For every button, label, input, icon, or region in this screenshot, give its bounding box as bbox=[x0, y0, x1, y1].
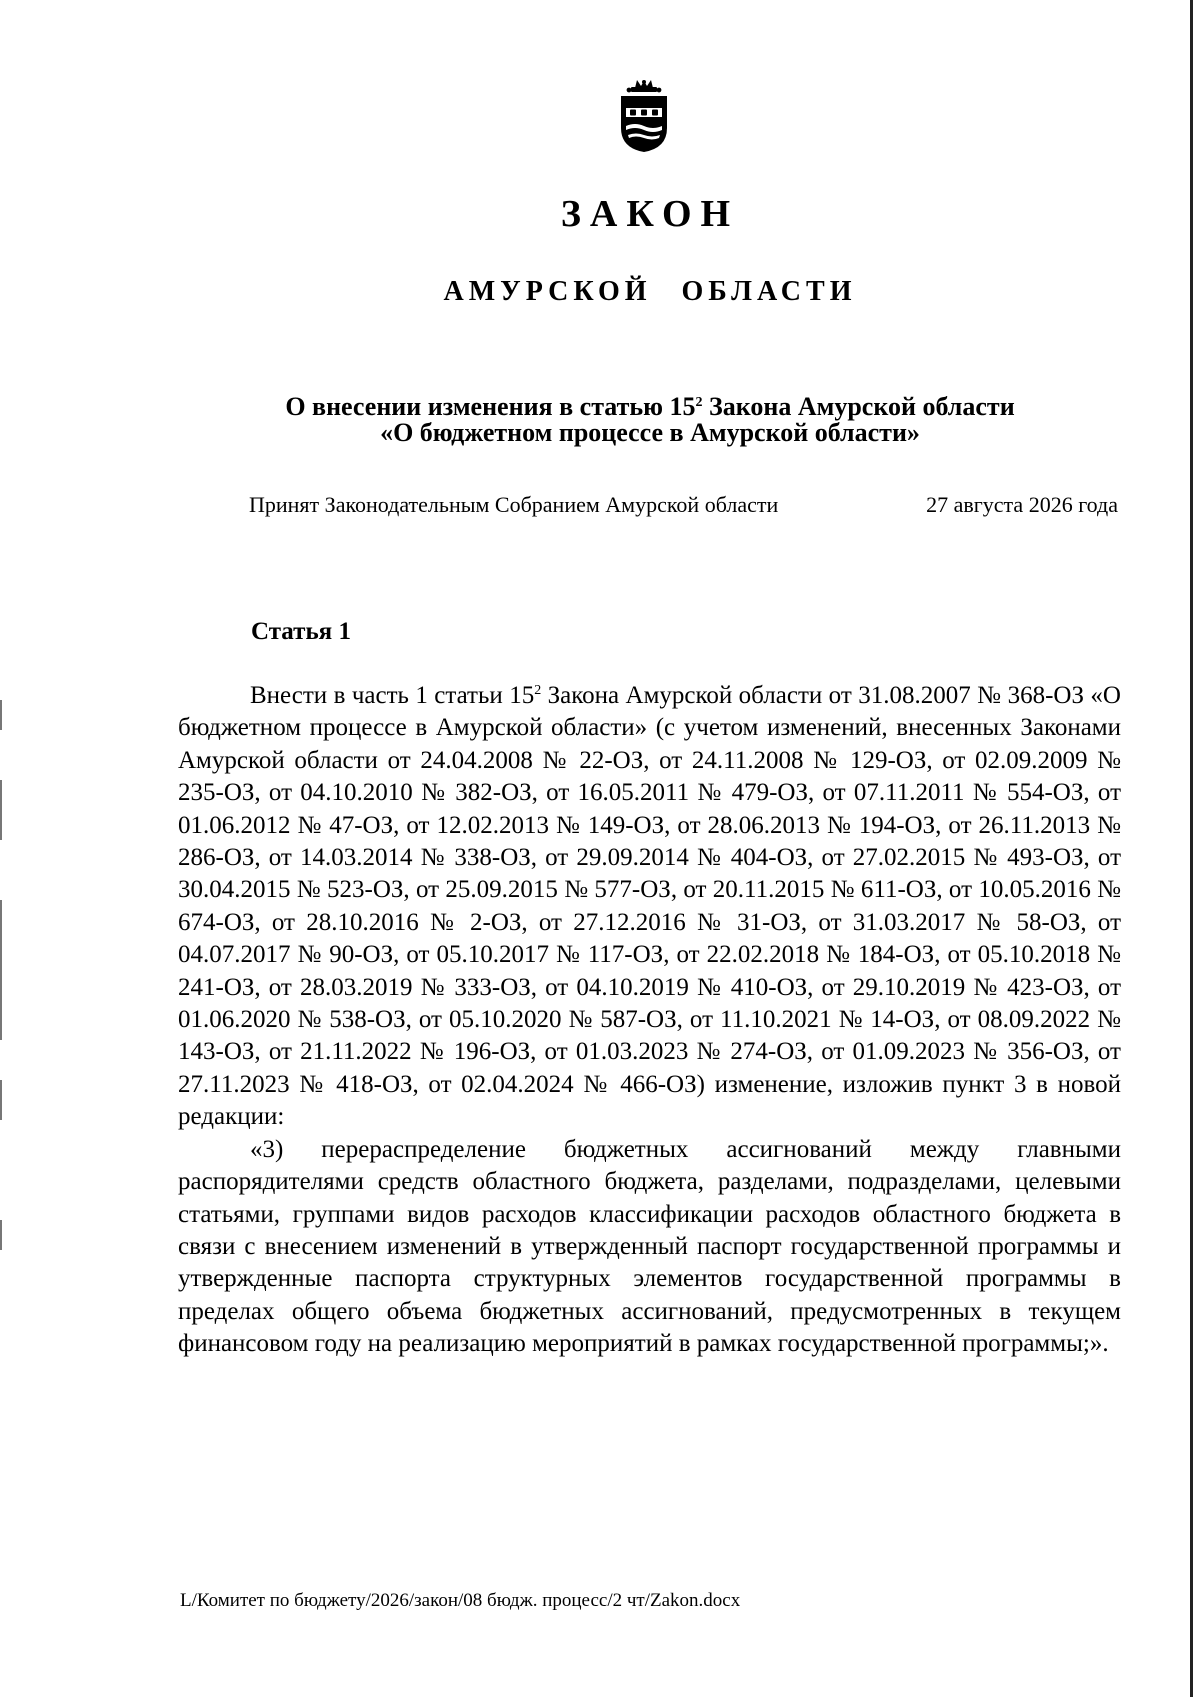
law-name bbox=[180, 394, 1120, 446]
document-subtitle: АМУРСКОЙ ОБЛАСТИ bbox=[443, 276, 857, 307]
article-paragraph-1: Внести в часть 1 статьи $15^2$ Закона Амурской области от 31.08.2007 № 368-ОЗ «О бюджетном процессе в Амурской области» (с учетом изменений, внесенных Законами Амурской области от 24.04.2008 № 22-ОЗ, от 24.11.2008 № 129-ОЗ, от 02.09.2009 № 235-ОЗ, от 04.10.2010 № 382-ОЗ, от 16.05.2011 № 479-ОЗ, от 07.11.2011 № 554-ОЗ, от 01.06.2012 № 47-ОЗ, от 12.02.2013 № 149-ОЗ, от 28.06.2013 № 194-ОЗ, от 26.11.2013 № 286-ОЗ, от 14.03.2014 № 338-ОЗ, от 29.09.2014 № 404-ОЗ, от 27.02.2015 № 493-ОЗ, от 30.04.2015 № 523-ОЗ, от 25.09.2015 № 577-ОЗ, от 20.11.2015 № 611-ОЗ, от 10.05.2016 № 674-ОЗ, от 28.10.2016 № 2-ОЗ, от 27.12.2016 № 31-ОЗ, от 31.03.2017 № 58-ОЗ, от 04.07.2017 № 90-ОЗ, от 05.10.2017 № 117-ОЗ, от 22.02.2018 № 184-ОЗ, от 05.10.2018 № 241-ОЗ, от 28.03.2019 № 333-ОЗ, от 04.10.2019 № 410-ОЗ, от 29.10.2019 № 423-ОЗ, от 01.06.2020 № 538-ОЗ, от 05.10.2020 № 587-ОЗ, от 11.10.2021 № 14-ОЗ, от 08.09.2022 № 143-ОЗ, от 21.11.2022 № 196-ОЗ, от 01.03.2023 № 274-ОЗ, от 01.09.2023 № 356-ОЗ, от 27.11.2023 № 418-ОЗ, от 02.04.2024 № 466-ОЗ) изменение, изложив пункт 3 в новой редакции: bbox=[178, 682, 1121, 1131]
adoption-text: Принят Законодательным Собранием Амурской области bbox=[249, 492, 779, 517]
document-title: ЗАКОН bbox=[560, 193, 740, 235]
coat-of-arms-icon bbox=[615, 78, 673, 154]
file-path-footer: L/Комитет по бюджету/2026/закон/08 бюдж. процесс/2 чт/Zakon.docx bbox=[180, 1590, 741, 1611]
scan-edge bbox=[1190, 0, 1193, 1697]
adoption-date: 27 августа 2026 года bbox=[926, 492, 1118, 517]
law-name-line2: «О бюджетном процессе в Амурской области» bbox=[380, 418, 920, 447]
article-body bbox=[178, 680, 1121, 1361]
law-name-line1: О внесении изменения в статью $15^2$ Закона Амурской области bbox=[285, 392, 1015, 421]
article-heading: Статья 1 bbox=[251, 618, 351, 645]
article-paragraph-2: «3) перераспределение бюджетных ассигнований между главными распорядителями средств областного бюджета, разделами, подразделами, целевыми статьями, группами видов расходов классификации расходов областного бюджета в связи с внесением изменений в утвержденный паспорт государственной программы и утвержденные паспорта структурных элементов государственной программы в пределах общего объема бюджетных ассигнований, предусмотренных в текущем финансовом году на реализацию мероприятий в рамках государственной программы;». bbox=[178, 1135, 1121, 1358]
scan-marks bbox=[0, 700, 2, 1260]
